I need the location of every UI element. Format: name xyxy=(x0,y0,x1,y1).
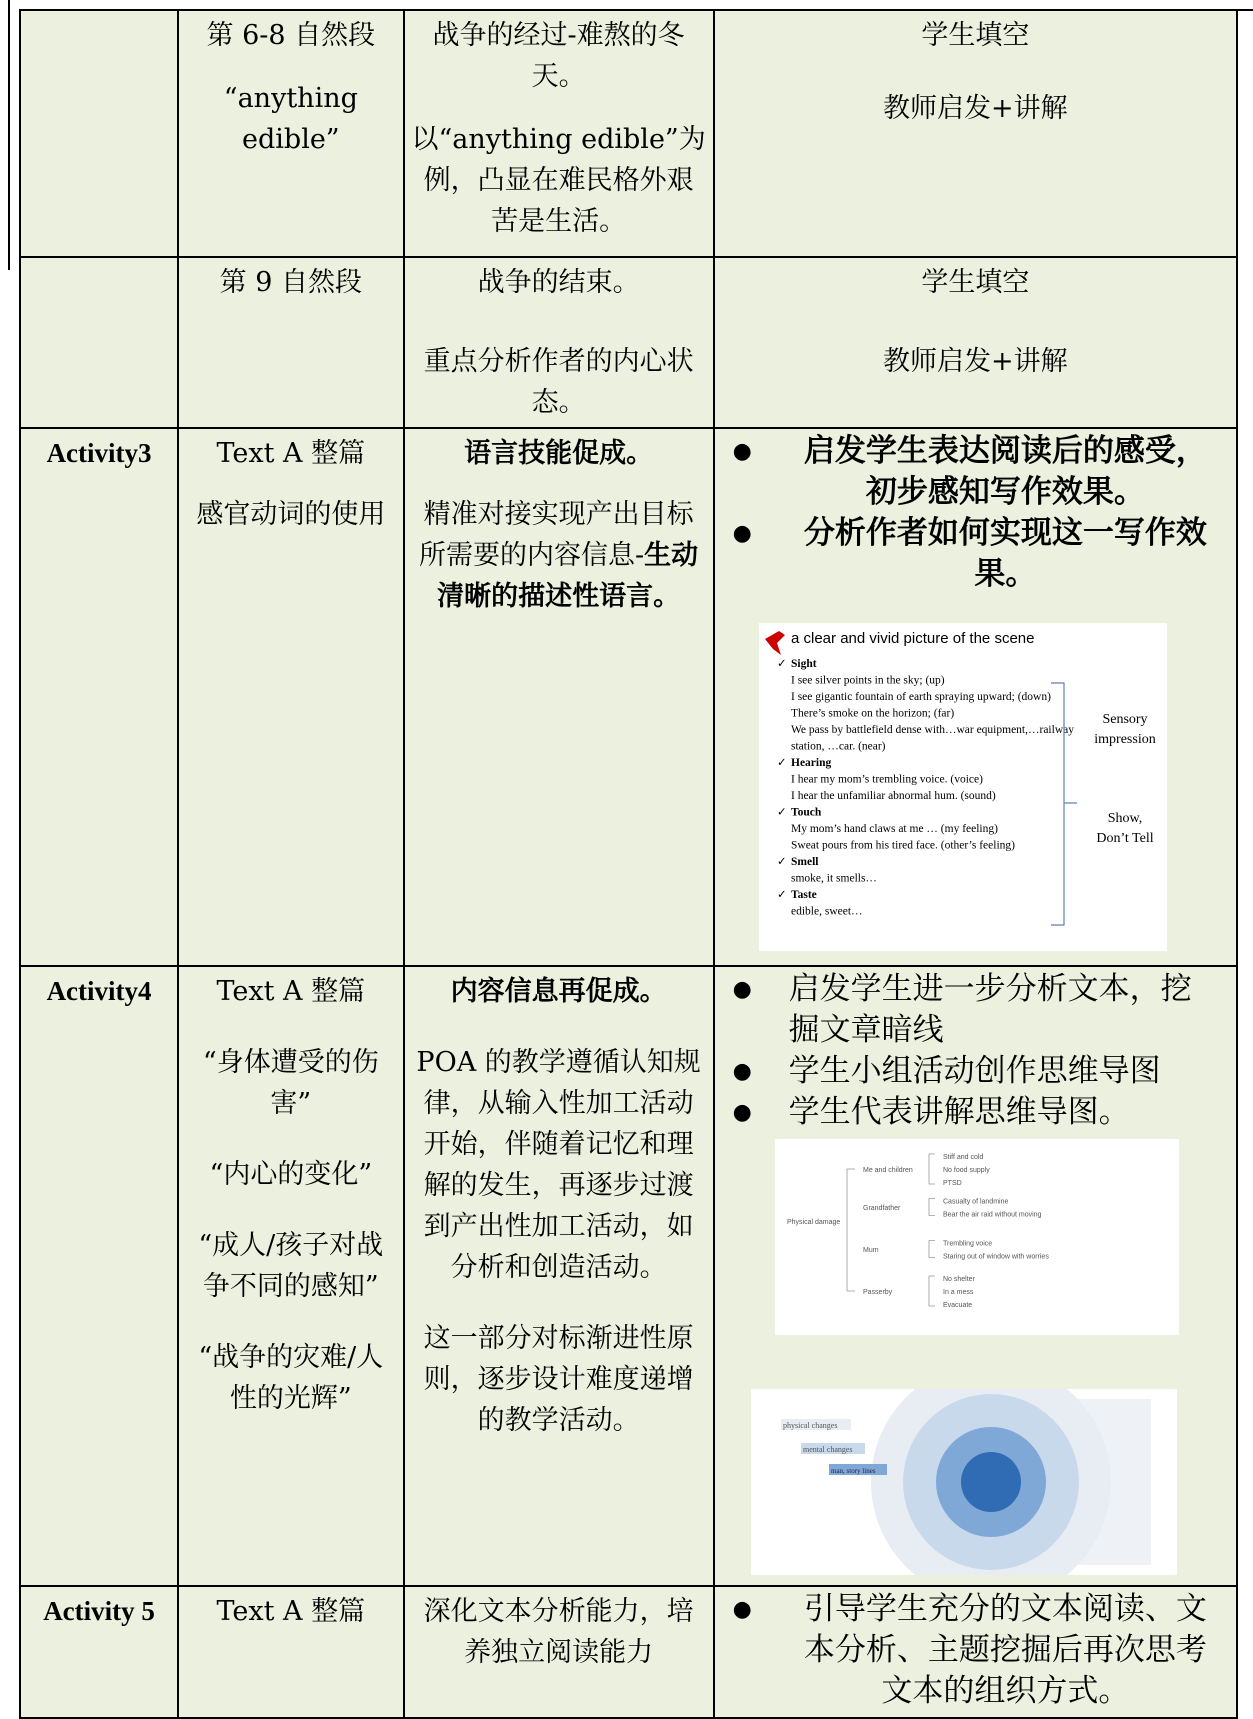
method-cell xyxy=(714,10,1237,257)
bracket xyxy=(1051,683,1064,925)
sense-line: My mom’s hand claws at me … (my feeling) xyxy=(790,823,998,835)
text-label: 感官动词的使用 xyxy=(196,499,386,530)
text-label: “成人/孩子对战争不同的感知” xyxy=(198,1230,384,1302)
goal-text: 这一部分对标渐进性原则，逐步设计难度递增的教学活动。 xyxy=(423,1323,694,1436)
goal-text: 战争的结束。 xyxy=(477,267,640,298)
bullet-text: 启发学生表达阅读后的感受，初步感知写作效果。 xyxy=(803,433,1207,510)
sense-heading: Taste xyxy=(790,889,817,901)
check-icon: ✓ xyxy=(776,889,787,901)
sense-heading: Smell xyxy=(790,856,819,868)
mindmap-bracket xyxy=(847,1169,855,1291)
sense-line: Sweat pours from his tired face. (other’s feeling) xyxy=(790,839,1015,852)
mindmap-leaf: Casualty of landmine xyxy=(942,1198,1009,1206)
check-icon: ✓ xyxy=(776,806,787,819)
text-cell xyxy=(178,966,403,1586)
sense-line: I see gigantic fountain of earth spraying upward; (down) xyxy=(790,691,1051,703)
goal-cell xyxy=(404,257,714,428)
sunburst-figure xyxy=(751,1389,1177,1575)
mindmap-branch: Passerby xyxy=(862,1289,892,1296)
sense-line: We pass by battlefield dense with…war equipment,…railway xyxy=(790,724,1074,736)
mindmap-leaf: Staring out of window with worries xyxy=(942,1253,1049,1261)
text-label: Text A 整篇 xyxy=(216,976,366,1007)
bullet-icon: ● xyxy=(732,1059,752,1084)
side-label-line: impression xyxy=(1093,732,1156,747)
sense-line: station, …car. (near) xyxy=(790,740,886,753)
list-item xyxy=(721,1589,1230,1712)
text-label: “战争的灾难/人性的光辉” xyxy=(198,1342,384,1414)
text-cell xyxy=(178,257,403,428)
check-icon: ✓ xyxy=(776,658,787,670)
mindmap-leaf: Trembling voice xyxy=(942,1240,992,1248)
list-item xyxy=(721,1051,1230,1092)
sense-heading: Sight xyxy=(790,658,817,670)
mindmap-bracket xyxy=(929,1199,935,1216)
side-label-line: Don’t Tell xyxy=(1096,831,1154,846)
side-label-2: Show, Don’t Tell xyxy=(1096,811,1154,846)
mindmap-leaf: Evacuate xyxy=(942,1302,972,1309)
activity-cell xyxy=(20,10,178,257)
text-cell xyxy=(178,428,403,966)
text-label: 第 6-8 自然段 xyxy=(206,20,376,51)
legend-label: mental changes xyxy=(802,1445,853,1454)
bullet-icon: ● xyxy=(732,438,752,464)
sense-line: I see silver points in the sky; (up) xyxy=(790,674,945,687)
sense-line: smoke, it smells… xyxy=(790,872,877,885)
text-label: “身体遭受的伤害” xyxy=(202,1047,379,1119)
left-margin-line xyxy=(8,0,10,270)
list-item xyxy=(721,969,1230,1051)
mindmap-leaf: No shelter xyxy=(942,1276,975,1283)
method-cell xyxy=(714,428,1237,966)
table-row xyxy=(20,10,1237,257)
text-label: 第 9 自然段 xyxy=(219,267,362,298)
sense-figure xyxy=(759,623,1167,951)
mindmap-leaf: In a mess xyxy=(942,1289,974,1296)
bullet-icon: ● xyxy=(732,1597,752,1622)
activity-label: Activity4 xyxy=(20,966,178,1586)
goal-cell xyxy=(404,428,714,966)
activity-label: Activity 5 xyxy=(20,1586,178,1718)
text-label: Text A 整篇 xyxy=(216,438,366,469)
mindmap-branch: Me and children xyxy=(862,1167,913,1174)
method-text: 学生填空 xyxy=(921,267,1030,298)
method-bullet-list xyxy=(721,969,1230,1133)
lesson-plan-table xyxy=(19,9,1238,1719)
method-bullet-list xyxy=(721,431,1230,595)
bullet-text: 学生代表讲解思维导图。 xyxy=(788,1094,1130,1130)
table-row xyxy=(20,257,1237,428)
pin-icon xyxy=(765,631,785,655)
goal-text: 深化文本分析能力，培养独立阅读能力 xyxy=(423,1596,694,1668)
mindmap-bracket xyxy=(929,1241,935,1258)
mindmap-leaf: Bear the air raid without moving xyxy=(942,1211,1042,1219)
table-row xyxy=(20,966,1237,1586)
goal-text: 战争的经过-难熬的冬天。 xyxy=(432,20,685,92)
mindmap-bracket xyxy=(929,1154,935,1184)
sunburst-svg xyxy=(751,1389,1177,1575)
bullet-icon: ● xyxy=(732,1100,752,1125)
table-row xyxy=(20,1586,1237,1718)
text-label: “anything edible” xyxy=(223,83,358,155)
method-text: 教师启发+讲解 xyxy=(883,93,1068,124)
bullet-text: 学生小组活动创作思维导图 xyxy=(788,1053,1161,1089)
check-icon: ✓ xyxy=(776,757,787,769)
goal-text: POA 的教学遵循认知规律，从输入性加工活动开始，伴随着记忆和理解的发生，再逐步过渡到产出性加工活动，如分析和创造活动。 xyxy=(416,1047,701,1283)
mindmap-leaf: PTSD xyxy=(942,1180,962,1187)
goal-text: 重点分析作者的内心状态。 xyxy=(423,346,694,418)
sense-heading: Hearing xyxy=(790,757,831,769)
goal-heading: 语言技能促成。 xyxy=(464,438,654,469)
method-cell xyxy=(714,1586,1237,1718)
method-cell xyxy=(714,966,1237,1586)
top-right-line xyxy=(1236,9,1253,11)
mindmap-root: Physical damage xyxy=(786,1219,840,1226)
mindmap-bracket xyxy=(929,1276,935,1306)
bullet-text: 分析作者如何实现这一写作效果。 xyxy=(803,515,1207,592)
sunburst-core xyxy=(961,1452,1021,1512)
table-row xyxy=(20,428,1237,966)
goal-text: 以“anything edible”为例，凸显在难民格外艰苦是生活。 xyxy=(411,124,706,237)
sense-heading: Touch xyxy=(790,806,821,819)
check-icon: ✓ xyxy=(776,856,787,868)
legend-label: man, story lines xyxy=(830,1467,876,1475)
mindmap-branch: Mum xyxy=(862,1247,879,1254)
activity-cell xyxy=(20,257,178,428)
mindmap-leaf: Stiff and cold xyxy=(942,1154,983,1161)
text-cell xyxy=(178,1586,403,1718)
sense-line: There’s smoke on the horizon; (far) xyxy=(790,707,954,720)
bullet-text: 引导学生充分的文本阅读、文本分析、主题挖掘后再次思考文本的组织方式。 xyxy=(803,1591,1207,1709)
text-label: Text A 整篇 xyxy=(216,1596,366,1627)
goal-heading: 内容信息再促成。 xyxy=(450,976,667,1007)
method-cell xyxy=(714,257,1237,428)
activity-label: Activity3 xyxy=(20,428,178,966)
bullet-icon: ● xyxy=(732,977,752,1002)
goal-emphasis: 生动清晰的描述性语言。 xyxy=(437,540,699,612)
mindmap-branch: Grandfather xyxy=(862,1205,901,1212)
goal-text: 精准对接实现产出目标所需要的内容信息- xyxy=(419,499,694,571)
method-text: 教师启发+讲解 xyxy=(883,346,1068,377)
sense-line: edible, sweet… xyxy=(790,905,863,918)
list-item xyxy=(721,513,1230,595)
method-bullet-list xyxy=(721,1589,1230,1712)
method-text: 学生填空 xyxy=(921,20,1030,51)
sense-line: I hear my mom’s trembling voice. (voice) xyxy=(790,773,983,786)
legend-label: physical changes xyxy=(782,1421,838,1430)
bullet-text: 启发学生进一步分析文本，挖掘文章暗线 xyxy=(788,971,1192,1048)
goal-cell xyxy=(404,10,714,257)
goal-cell xyxy=(404,1586,714,1718)
text-cell xyxy=(178,10,403,257)
text-label: “内心的变化” xyxy=(209,1159,373,1190)
mindmap-figure xyxy=(775,1139,1179,1335)
sense-line: I hear the unfamiliar abnormal hum. (sound) xyxy=(790,790,996,802)
list-item xyxy=(721,1092,1230,1133)
mindmap-leaf: No food supply xyxy=(942,1167,990,1174)
side-label-1: Sensory impression xyxy=(1093,712,1156,747)
figure-title: a clear and vivid picture of the scene xyxy=(790,630,1035,647)
list-item xyxy=(721,431,1230,513)
bullet-icon: ● xyxy=(732,520,752,546)
goal-cell xyxy=(404,966,714,1586)
mindmap-svg xyxy=(775,1139,1179,1335)
sense-figure-svg xyxy=(759,623,1167,951)
